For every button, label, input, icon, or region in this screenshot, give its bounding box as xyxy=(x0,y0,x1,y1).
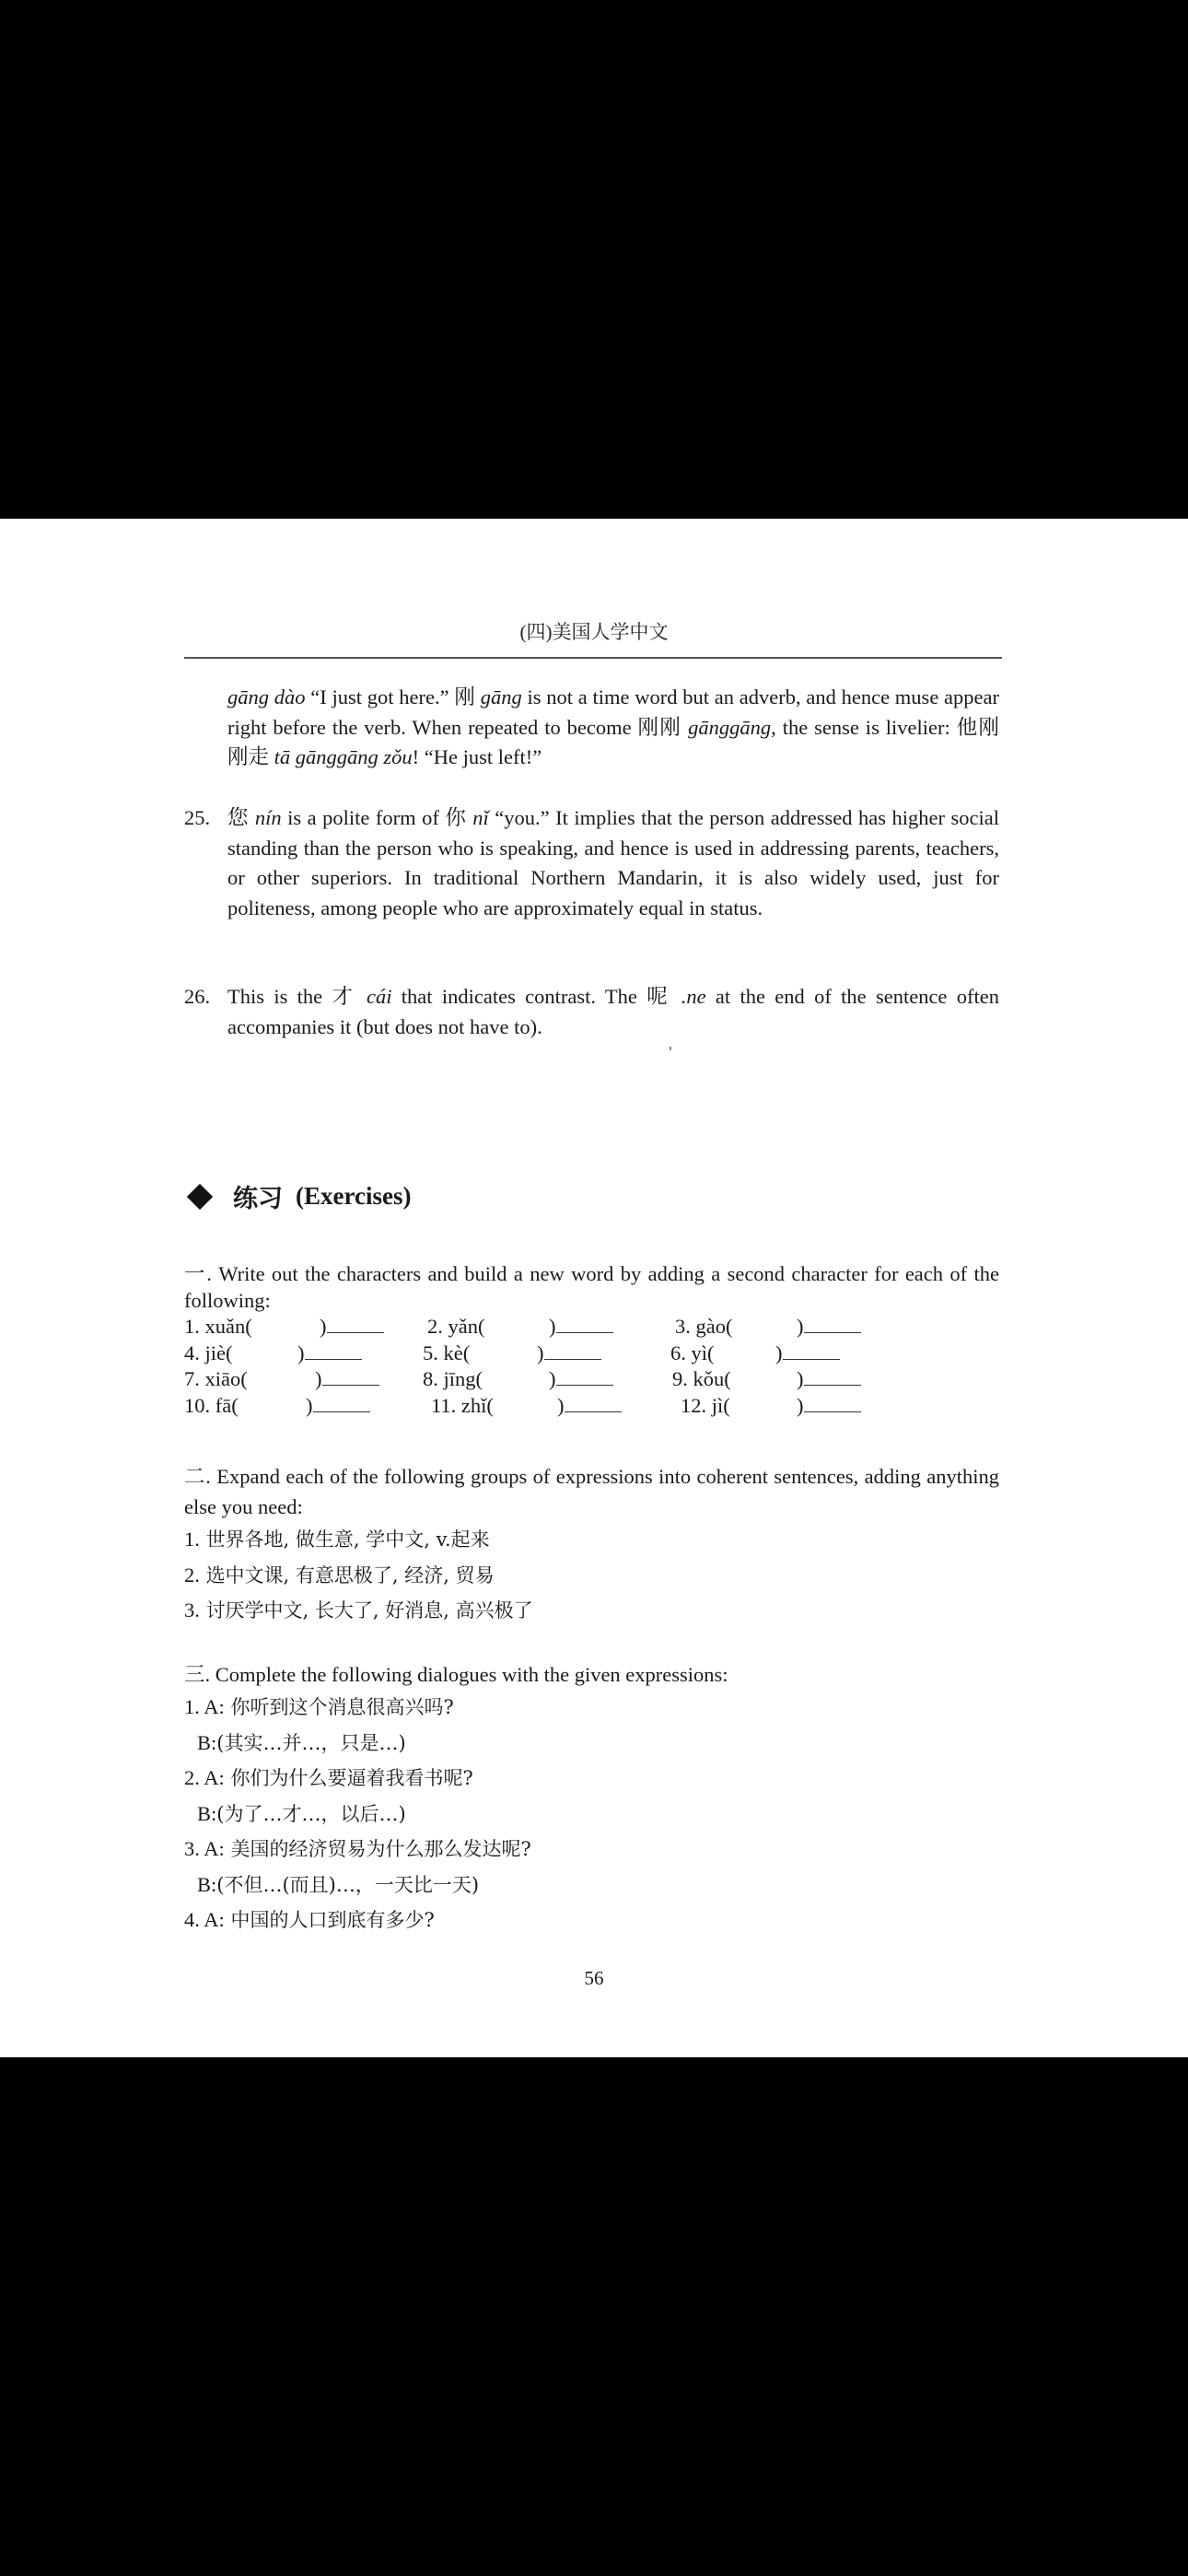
dialogue-line-a: 1. A: 你听到这个消息很高兴吗? xyxy=(184,1695,454,1718)
item-label: 10. fā( xyxy=(184,1393,239,1417)
pinyin: gāng dào xyxy=(227,685,306,708)
dialogue-line-b: B:(不但…(而且)…，一天比一天) xyxy=(197,1872,480,1896)
dialogue-line-a: 3. A: 美国的经济贸易为什么那么发达呢? xyxy=(184,1837,531,1860)
running-header: (四)美国人学中文 xyxy=(519,621,669,643)
item-label: 1. xuǎn( xyxy=(184,1315,252,1338)
exercise-instruction: 二. Expand each of the following groups of expressions into coherent sentences, adding anything else you need: xyxy=(184,1465,999,1518)
item-label: 3. gào( xyxy=(675,1315,733,1338)
expand-item: 3. 讨厌学中文, 长大了, 好消息, 高兴极了 xyxy=(184,1598,533,1622)
item-label: 2. yǎn( xyxy=(427,1315,485,1338)
item-label: 12. jì( xyxy=(681,1393,730,1417)
expand-item: 1. 世界各地, 做生意, 学中文, v.起来 xyxy=(184,1528,490,1551)
heading-english: (Exercises) xyxy=(296,1182,412,1210)
dialogue-line-a: 2. A: 你们为什么要逼着我看书呢? xyxy=(184,1766,473,1789)
exercise-part-1 xyxy=(184,1261,999,1419)
exercise-row xyxy=(184,1314,999,1341)
item-blank[interactable]: ) xyxy=(315,1366,379,1393)
note-body: 您 nín is a polite form of 你 nǐ “you.” It implies that the person addressed has higher social standing than the person who is speaking, and hence is used in addressing parents, teachers, or other superiors. In traditional Northern Mandarin, it is also widely used, just for politeness, among people who are approximately equal in status. xyxy=(227,806,999,919)
chinese-char: 刚 xyxy=(454,685,475,708)
header-rule xyxy=(184,657,1002,659)
item-blank[interactable]: ) xyxy=(549,1314,613,1341)
note-number: 26. xyxy=(184,985,211,1008)
item-blank[interactable]: ) xyxy=(797,1366,861,1393)
exercise-row xyxy=(184,1393,999,1420)
exercise-row xyxy=(184,1366,999,1393)
item-blank[interactable]: ) xyxy=(549,1366,613,1393)
page-number: 56 xyxy=(584,1967,604,1989)
exercise-part-3 xyxy=(184,1659,999,1938)
item-label: 11. zhǐ( xyxy=(431,1393,494,1417)
dialogue-line-b: B:(其实…并…，只是…) xyxy=(197,1730,406,1754)
document-page xyxy=(0,519,1188,2057)
item-blank[interactable]: ) xyxy=(775,1341,840,1367)
exercise-instruction: 一. Write out the characters and build a new word by adding a second character for each of the following: xyxy=(184,1262,999,1312)
item-blank[interactable]: ) xyxy=(537,1341,601,1367)
item-label: 5. kè( xyxy=(423,1341,471,1364)
note-number: 25. xyxy=(184,806,211,829)
item-blank[interactable]: ) xyxy=(320,1314,384,1341)
item-label: 8. jīng( xyxy=(423,1367,483,1390)
item-blank[interactable]: ) xyxy=(557,1393,622,1420)
item-blank[interactable]: ) xyxy=(306,1393,370,1420)
exercise-row xyxy=(184,1341,999,1367)
exercises-heading xyxy=(187,1178,411,1214)
dialogue-line-a: 4. A: 中国的人口到底有多少? xyxy=(184,1908,435,1931)
item-blank[interactable]: ) xyxy=(797,1314,861,1341)
chinese-char: 刚刚 xyxy=(637,715,682,739)
item-blank[interactable]: ) xyxy=(297,1341,362,1367)
exercise-instruction: 三. Complete the following dialogues with the given expressions: xyxy=(184,1663,728,1686)
item-label: 9. kǒu( xyxy=(672,1367,731,1390)
dialogue-line-b: B:(为了…才…，以后…) xyxy=(197,1801,406,1825)
expand-item: 2. 选中文课, 有意思极了, 经济, 贸易 xyxy=(184,1563,495,1587)
heading-chinese: 练习 xyxy=(233,1185,283,1212)
scan-speck xyxy=(670,1047,671,1050)
note-26 xyxy=(184,982,999,1042)
item-label: 4. jiè( xyxy=(184,1341,233,1364)
item-label: 7. xiāo( xyxy=(184,1367,248,1390)
exercise-part-2 xyxy=(184,1461,999,1629)
diamond-bullet-icon xyxy=(187,1183,213,1209)
note-body: This is the 才 cái that indicates contrast. The 呢 .ne at the end of the sentence often accompanies it (but does not have to). xyxy=(227,985,999,1038)
item-blank[interactable]: ) xyxy=(797,1393,861,1420)
item-label: 6. yì( xyxy=(670,1341,715,1364)
note-continuation: gāng dào “I just got here.” 刚 gāng is not a time word but an adverb, and hence muse appear right before the verb. When repeated to become 刚刚 gānggāng, the sense is livelier: 他刚刚走 tā gānggāng zǒu! “He just left!” xyxy=(227,685,1000,768)
note-25 xyxy=(184,803,999,923)
chinese-phrase: 他刚刚走 xyxy=(227,715,1000,768)
